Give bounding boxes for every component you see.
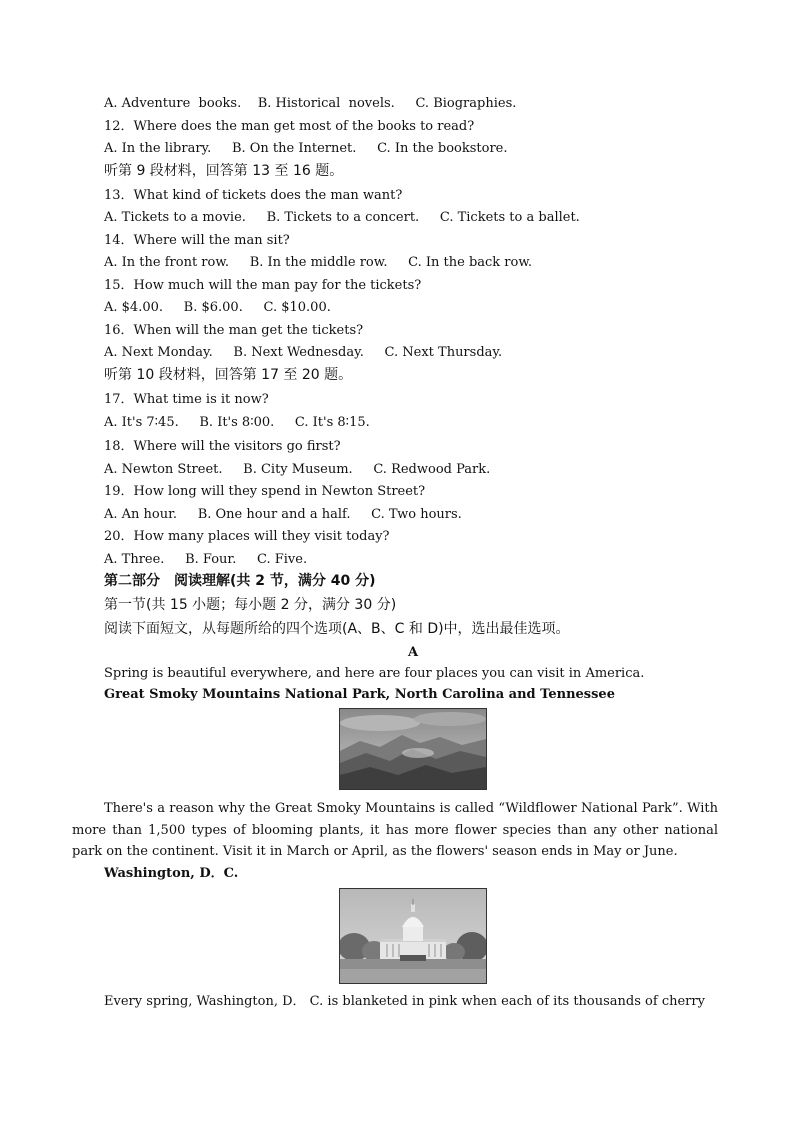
question-13: 13．What kind of tickets does the man want?	[104, 188, 403, 203]
answer-options-16: A. Next Monday. B. Next Wednesday. C. Next Thursday.	[104, 345, 503, 360]
passage-heading-smoky-mountains: Great Smoky Mountains National Park, North Carolina and Tennessee	[104, 687, 615, 702]
part2-title: 第二部分 阅读理解(共 2 节，满分 40 分)	[104, 573, 376, 589]
passage-paragraph-washington: Every spring, Washington, D． C. is blanketed in pink when each of its thousands of cherry	[104, 994, 705, 1009]
question-18: 18．Where will the visitors go first?	[104, 439, 341, 454]
question-17: 17．What time is it now?	[104, 392, 269, 407]
answer-options-15: A. $4.00. B. $6.00. C. $10.00.	[104, 300, 331, 315]
question-16: 16．When will the man get the tickets?	[104, 323, 364, 338]
mountains-photo	[339, 708, 487, 790]
answer-options-19: A. An hour. B. One hour and a half. C. Two hours.	[104, 507, 462, 522]
passage-letter: A	[407, 645, 419, 660]
reading-instruction: 阅读下面短文，从每题所给的四个选项(A、B、C 和 D)中，选出最佳选项。	[104, 621, 570, 637]
capitol-photo	[339, 888, 487, 984]
answer-options-18: A. Newton Street. B. City Museum. C. Redwood Park.	[104, 462, 491, 477]
question-12: 12．Where does the man get most of the books to read?	[104, 119, 475, 134]
section-instruction-9: 听第 9 段材料，回答第 13 至 16 题。	[104, 163, 344, 179]
question-14: 14．Where will the man sit?	[104, 233, 290, 248]
answer-options-12: A. In the library. B. On the Internet. C. In the bookstore.	[104, 141, 508, 156]
answer-options-20: A. Three. B. Four. C. Five.	[104, 552, 308, 567]
question-20: 20．How many places will they visit today?	[104, 529, 390, 544]
section1-title: 第一节(共 15 小题；每小题 2 分，满分 30 分)	[104, 597, 397, 613]
answer-options-11: A. Adventure books. B. Historical novels. C. Biographies.	[104, 96, 517, 111]
passage-heading-washington: Washington, D．C.	[104, 866, 239, 881]
passage-intro: Spring is beautiful everywhere, and here are four places you can visit in America.	[104, 666, 645, 681]
question-19: 19．How long will they spend in Newton Street?	[104, 484, 426, 499]
question-15: 15．How much will the man pay for the tickets?	[104, 278, 422, 293]
passage-paragraph-smoky-mountains: There's a reason why the Great Smoky Mountains is called “Wildflower National Park”. With more than 1,500 types of blooming plants, it has more flower species than any other national park on the continent. Visit it in March or April, as the flowers' season ends in May or June.	[72, 801, 718, 859]
answer-options-17: A. It's 7∶45. B. It's 8∶00. C. It's 8∶15.	[104, 415, 370, 430]
answer-options-14: A. In the front row. B. In the middle row. C. In the back row.	[104, 255, 533, 270]
answer-options-13: A. Tickets to a movie. B. Tickets to a concert. C. Tickets to a ballet.	[104, 210, 580, 225]
section-instruction-10: 听第 10 段材料，回答第 17 至 20 题。	[104, 367, 353, 383]
